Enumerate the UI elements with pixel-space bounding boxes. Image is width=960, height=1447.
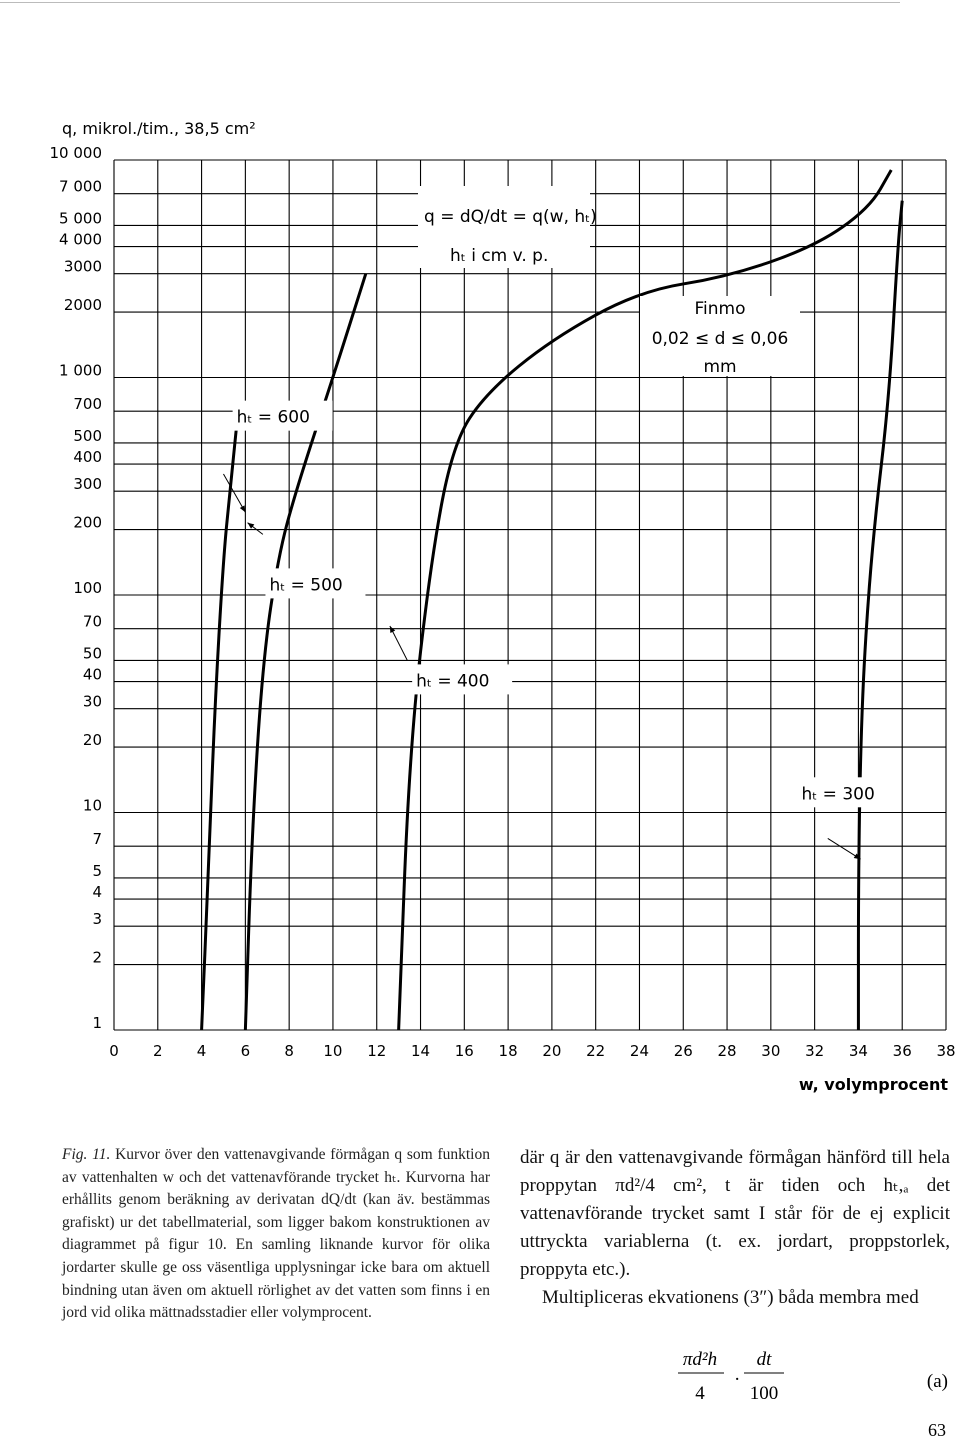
x-tick-label: 12 xyxy=(367,1042,387,1060)
y-tick-label: 3 xyxy=(92,910,102,929)
y-tick-label: 10 xyxy=(82,796,102,815)
curve-series-4 xyxy=(858,201,902,1030)
x-tick-label: 6 xyxy=(240,1042,251,1060)
formula-den2: 100 xyxy=(749,1383,779,1404)
x-tick-label: 24 xyxy=(629,1042,650,1060)
formula-label: (a) xyxy=(926,1371,948,1392)
y-axis-title: q, mikrol./tim., 38,5 cm² xyxy=(62,119,256,138)
y-tick-label: 2000 xyxy=(63,296,102,315)
x-tick-label: 14 xyxy=(410,1042,431,1060)
y-tick-label: 200 xyxy=(73,513,102,532)
x-tick-label: 0 xyxy=(109,1042,119,1060)
x-tick-label: 36 xyxy=(892,1042,912,1060)
figure-caption xyxy=(62,1144,490,1325)
y-tick-label: 500 xyxy=(73,426,102,445)
figure-caption-text: Kurvor över den vattenavgivande förmågan q som funktion av vattenhalten w och det vattenavförande trycket hₜ. Kurvorna har erhållits genom beräkning av derivatan dQ/dt (kan äv. bestämmas grafiskt) ur det tabellmaterial, som ligger bakom konstruktionen av diagrammet på figur 10. En samling liknande kurvor för olika jordarter skulle ge oss väsentliga upplysningar icke bara om aktuell bindning utan även om aktuell rörlighet av det vatten som finns i en jord vid olika mättnadsstadier eller volymprocent. xyxy=(62,1146,490,1322)
y-tick-label: 70 xyxy=(82,612,102,631)
curve-label-4: hₜ = 300 xyxy=(801,784,875,805)
x-tick-label: 34 xyxy=(848,1042,868,1060)
x-tick-label: 16 xyxy=(454,1042,474,1060)
y-tick-label: 7 000 xyxy=(59,177,102,196)
body-paragraph-1: där q är den vattenavgivande förmågan hänförd till hela proppytan πd²/4 cm², t är tiden och hₜ,ₐ det vattenavförande trycket samt I står för de ej explicit uttryckta variablerna (t. ex. jordart, proppstorlek, proppyta etc.). xyxy=(520,1147,950,1280)
curve-label-arrow xyxy=(223,474,245,512)
soil-range: 0,02 ≤ d ≤ 0,06 xyxy=(651,329,789,349)
svg-text:·: · xyxy=(734,1369,741,1390)
x-tick-label: 26 xyxy=(673,1042,693,1060)
y-tick-label: 1 xyxy=(92,1014,102,1032)
x-tick-label: 28 xyxy=(717,1042,737,1060)
formula-num2: dt xyxy=(756,1349,772,1370)
y-tick-label: 40 xyxy=(82,665,102,684)
soil-name: Finmo xyxy=(694,299,746,319)
y-tick-label: 4 xyxy=(92,883,102,902)
y-tick-label: 30 xyxy=(82,692,102,711)
y-tick-label: 3000 xyxy=(63,257,102,276)
body-paragraph-2: Multipliceras ekvationens (3″) båda membra med xyxy=(542,1287,919,1308)
formula-line2: hₜ i cm v. p. xyxy=(450,246,549,266)
x-tick-label: 4 xyxy=(196,1042,207,1060)
y-tick-labels xyxy=(50,144,103,1032)
y-tick-label: 700 xyxy=(73,395,102,414)
soil-annotation xyxy=(640,296,800,377)
curve-label-arrowhead xyxy=(248,523,255,529)
x-tick-label: 8 xyxy=(284,1042,294,1060)
x-tick-labels xyxy=(109,1042,955,1060)
x-tick-label: 10 xyxy=(323,1042,343,1060)
formula-line1: q = dQ/dt = q(w, hₜ) xyxy=(424,207,597,227)
curve-label-1: hₜ = 600 xyxy=(236,407,310,428)
y-tick-label: 300 xyxy=(73,475,102,494)
y-tick-label: 20 xyxy=(82,731,102,750)
curve-series-2 xyxy=(245,274,365,1030)
x-tick-label: 38 xyxy=(936,1042,956,1060)
formula-den1: 4 xyxy=(695,1383,705,1404)
formula-annotation xyxy=(418,186,597,268)
x-tick-label: 20 xyxy=(542,1042,562,1060)
x-tick-label: 2 xyxy=(153,1042,163,1060)
x-tick-label: 32 xyxy=(805,1042,825,1060)
x-axis-title: w, volymprocent xyxy=(798,1075,948,1094)
curve-labels xyxy=(223,401,897,860)
y-tick-label: 4 000 xyxy=(59,230,102,249)
page-number: 63 xyxy=(928,1420,946,1440)
y-tick-label: 2 xyxy=(92,948,102,967)
chart-grid xyxy=(114,160,946,1030)
curve-label-arrowhead xyxy=(240,505,246,512)
body-text xyxy=(520,1144,950,1312)
curve-label-3: hₜ = 400 xyxy=(416,671,490,692)
y-tick-label: 100 xyxy=(73,579,102,597)
curve-label-2: hₜ = 500 xyxy=(269,575,343,596)
y-tick-label: 7 xyxy=(92,830,102,849)
x-tick-label: 18 xyxy=(498,1042,518,1060)
formula-num1: πd²h xyxy=(682,1349,718,1370)
y-tick-label: 5 000 xyxy=(59,209,102,228)
soil-unit: mm xyxy=(703,357,737,377)
y-tick-label: 1 000 xyxy=(59,361,102,380)
y-tick-label: 10 000 xyxy=(49,144,102,162)
figure-label: Fig. 11. xyxy=(62,1146,111,1163)
y-tick-label: 400 xyxy=(73,448,102,467)
equation-a xyxy=(672,1347,960,1407)
x-tick-label: 30 xyxy=(761,1042,781,1060)
y-tick-label: 5 xyxy=(92,861,102,880)
x-tick-label: 22 xyxy=(586,1042,606,1060)
y-tick-label: 50 xyxy=(82,644,102,663)
curve-series-1 xyxy=(202,426,237,1030)
